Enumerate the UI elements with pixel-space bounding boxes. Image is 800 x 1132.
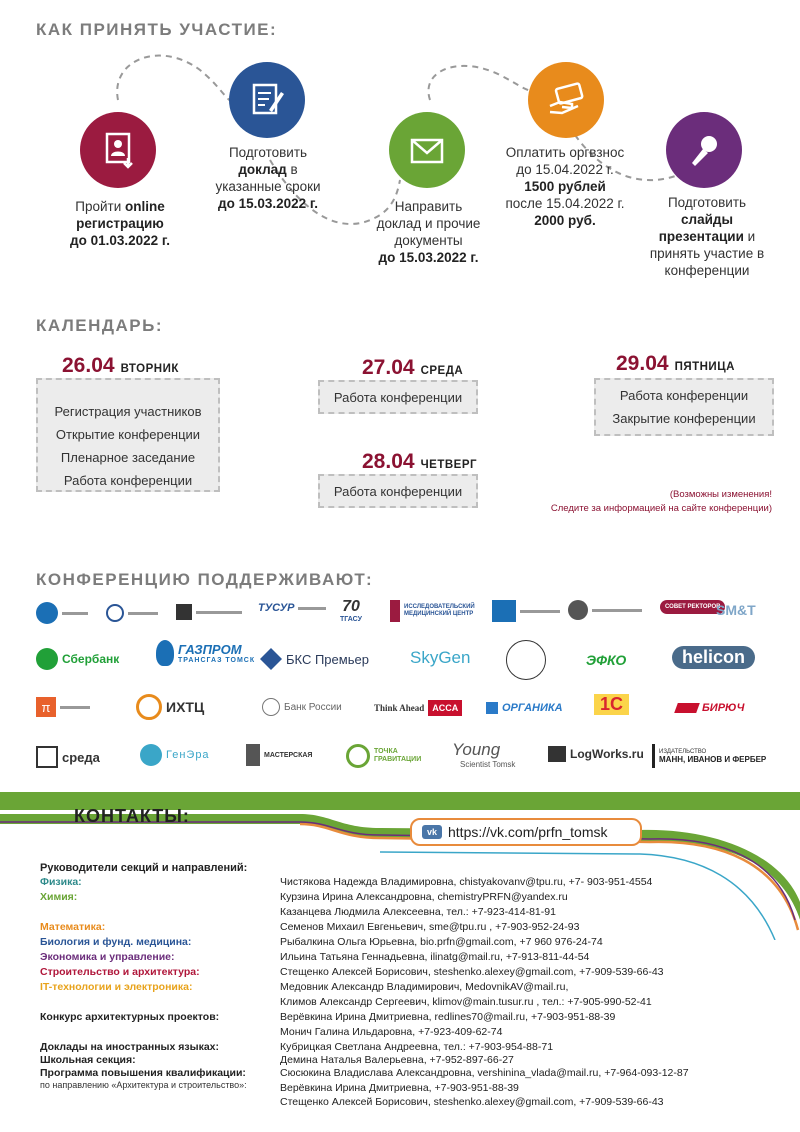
contact-row: [40, 1041, 770, 1053]
program-subtitle: по направлению «Архитектура и строительство»:: [40, 1080, 247, 1090]
gazprom-logo: ГАЗПРОМ ТРАНСГАЗ ТОМСК: [156, 640, 255, 666]
acca-logo: Think Ahead ACCA: [374, 700, 462, 716]
young-scientist-logo: Young Scientist Tomsk: [452, 740, 516, 769]
contacts-title: КОНТАКТЫ:: [74, 806, 190, 826]
tgasu-logo: 70 ТГАСУ: [340, 598, 363, 623]
schedule-item: Регистрация участников: [54, 404, 202, 419]
sibmed-logo: ИССЛЕДОВАТЕЛЬСКИЙ МЕДИЦИНСКИЙ ЦЕНТР: [390, 600, 486, 622]
step-slides: Подготовить слайды презентации и принять участие в конференции: [649, 195, 765, 278]
vk-icon: vk: [422, 825, 442, 839]
schedule-item: Пленарное заседание: [60, 450, 196, 465]
tochka-gravitatsii-logo: ТОЧКА ГРАВИТАЦИИ: [346, 744, 428, 768]
contact-value: Монич Галина Ильдаровна, +7-923-409-62-74: [280, 1026, 503, 1038]
rffi-logo: [492, 600, 560, 622]
section-label: Химия:: [40, 891, 78, 903]
contact-row: [40, 981, 770, 993]
contact-value: Рыбалкина Ольга Юрьевна, bio.prfn@gmail.com, +7 960 976-24-74: [280, 936, 603, 948]
schedule-item: Работа конференции: [333, 484, 463, 499]
schedule-item: Открытие конференции: [55, 427, 201, 442]
schedule-item: Работа конференции: [333, 390, 463, 405]
contact-row: [40, 921, 770, 933]
contact-row: [40, 876, 770, 888]
tsu-logo: [106, 604, 158, 622]
skygen-logo: SkyGen: [410, 648, 471, 667]
payment-icon: [528, 62, 604, 138]
day-28-header: 28.04 ЧЕТВЕРГ: [362, 450, 478, 473]
section-label: Строительство и архитектура:: [40, 966, 200, 978]
step-prepare-report: Подготовить доклад в указанные сроки до 15.03.2022 г.: [215, 145, 321, 211]
contacts-heading: Руководители секций и направлений:: [40, 862, 248, 874]
how-to-title: КАК ПРИНЯТЬ УЧАСТИЕ:: [36, 20, 278, 39]
biryuch-logo: БИРЮЧ: [676, 702, 744, 714]
masterskaya-logo: МАСТЕРСКАЯ: [246, 744, 312, 766]
schedule-item: Работа конференции: [619, 388, 749, 403]
minobr-logo: [568, 600, 642, 620]
contact-value: Казанцева Людмила Алексеевна, тел.: +7-923-414-81-91: [280, 906, 556, 918]
contact-row: [40, 951, 770, 963]
section-label: Школьная секция:: [40, 1054, 136, 1066]
document-pen-icon: [229, 62, 305, 138]
pi-logo: π: [36, 697, 90, 717]
contact-value: Верёвкина Ирина Дмитриевна, redlines70@mail.ru, +7-903-951-88-39: [280, 1011, 616, 1023]
section-label: IT-технологии и электроника:: [40, 981, 193, 993]
section-label: Доклады на иностранных языках:: [40, 1041, 220, 1053]
sreda-logo: среда: [36, 746, 100, 768]
vk-url[interactable]: https://vk.com/prfn_tomsk: [448, 824, 608, 840]
section-label: Физика:: [40, 876, 82, 888]
section-label: Экономика и управление:: [40, 951, 175, 963]
section-label: Математика:: [40, 921, 106, 933]
organika-logo: ОРГАНИКА: [486, 702, 563, 714]
contact-row: [40, 1096, 770, 1108]
registration-icon: [80, 112, 156, 188]
day-26-header: 26.04 ВТОРНИК: [62, 354, 179, 377]
1c-logo: 1С: [594, 694, 629, 715]
mail-icon: [389, 112, 465, 188]
contact-value: Кубрицкая Светлана Андреевна, тел.: +7-903-954-88-71: [280, 1041, 554, 1053]
sovet-rektorov-logo: СОВЕТ РЕКТОРОВ: [660, 600, 725, 614]
contact-value: Ильина Татьяна Геннадьевна, ilinatg@mail.ru, +7-913-811-44-54: [280, 951, 590, 963]
day-26-schedule: [36, 378, 220, 492]
day-29-header: 29.04 ПЯТНИЦА: [616, 352, 735, 375]
efko-logo: ЭФКО: [586, 652, 627, 668]
mif-logo: ИЗДАТЕЛЬСТВО МАНН, ИВАНОВ И ФЕРБЕР: [652, 744, 766, 768]
section-label: Конкурс архитектурных проектов:: [40, 1011, 220, 1023]
contact-value: Курзина Ирина Александровна, chemistryPRFN@yandex.ru: [280, 891, 568, 903]
supporters-title: КОНФЕРЕНЦИЮ ПОДДЕРЖИВАЮТ:: [36, 570, 374, 589]
step-payment: Оплатить оргвзнос до 15.04.2022 г. 1500 рублей после 15.04.2022 г. 2000 руб.: [505, 145, 625, 228]
bks-logo: БКС Премьер: [260, 648, 369, 670]
contact-value: Стещенко Алексей Борисович, steshenko.alexey@gmail.com, +7-909-539-66-43: [280, 1096, 664, 1108]
contact-row: [40, 996, 770, 1008]
contact-row: [40, 891, 770, 903]
bank-russia-logo: Банк России: [262, 698, 342, 716]
day-27-schedule: [318, 380, 478, 414]
contact-row: [40, 1011, 770, 1023]
section-label: Программа повышения квалификации:: [40, 1067, 246, 1079]
day-29-schedule: [594, 378, 774, 436]
contact-value: Демина Наталья Валерьевна, +7-952-897-66-27: [280, 1054, 514, 1066]
tpu-logo: [36, 602, 88, 624]
contact-row: [40, 936, 770, 948]
contact-row: [40, 1054, 770, 1066]
logworks-logo: LogWorks.ru: [548, 746, 644, 762]
day-28-schedule: [318, 474, 478, 508]
ihtc-logo: ИХТЦ: [136, 694, 204, 720]
contact-row: [40, 1067, 770, 1079]
contact-value: Семенов Михаил Евгеньевич, sme@tpu.ru , +7-903-952-24-93: [280, 921, 580, 933]
contact-value: Чистякова Надежда Владимировна, chistyakovanv@tpu.ru, +7- 903-951-4554: [280, 876, 653, 888]
contact-value: Стещенко Алексей Борисович, steshenko.alexey@gmail.com, +7-909-539-66-43: [280, 966, 664, 978]
tomsk-hub-logo: [506, 640, 546, 680]
contact-value: Верёвкина Ирина Дмитриевна, +7-903-951-88-39: [280, 1082, 519, 1094]
contact-row: [40, 1026, 770, 1038]
microphone-icon: [666, 112, 742, 188]
tpgu-logo: [176, 604, 242, 620]
tusur-logo: ТУСУР: [258, 602, 326, 614]
step-registration: Пройти online регистрацию до 01.03.2022 г.: [70, 199, 170, 248]
sberbank-logo: Сбербанк: [36, 648, 119, 670]
schedule-item: Работа конференции: [63, 473, 193, 488]
day-27-header: 27.04 СРЕДА: [362, 356, 464, 379]
genera-logo: ГенЭра: [140, 744, 210, 766]
section-label: Биология и фунд. медицина:: [40, 936, 192, 948]
contact-value: Медовник Александр Владимирович, MedovnikAV@mail.ru,: [280, 981, 569, 993]
contact-row: [40, 906, 770, 918]
changes-notice: (Возможны изменения! Следите за информацией на сайте конференции): [550, 489, 772, 514]
contact-value: Климов Александр Сергеевич, klimov@main.tusur.ru , тел.: +7-905-990-52-41: [280, 996, 652, 1008]
contact-value: Сюсюкина Владислава Александровна, vershinina_vlada@mail.ru, +7-964-093-12-87: [280, 1067, 689, 1079]
schedule-item: Закрытие конференции: [612, 411, 756, 426]
calendar-title: КАЛЕНДАРЬ:: [36, 316, 164, 335]
step-send-documents: Направить доклад и прочие документы до 15.03.2022 г.: [376, 199, 481, 265]
smt-logo: SM&T: [716, 602, 756, 618]
helicon-logo: helicon: [672, 646, 755, 669]
vk-link[interactable]: [410, 818, 642, 846]
contact-row: [40, 966, 770, 978]
